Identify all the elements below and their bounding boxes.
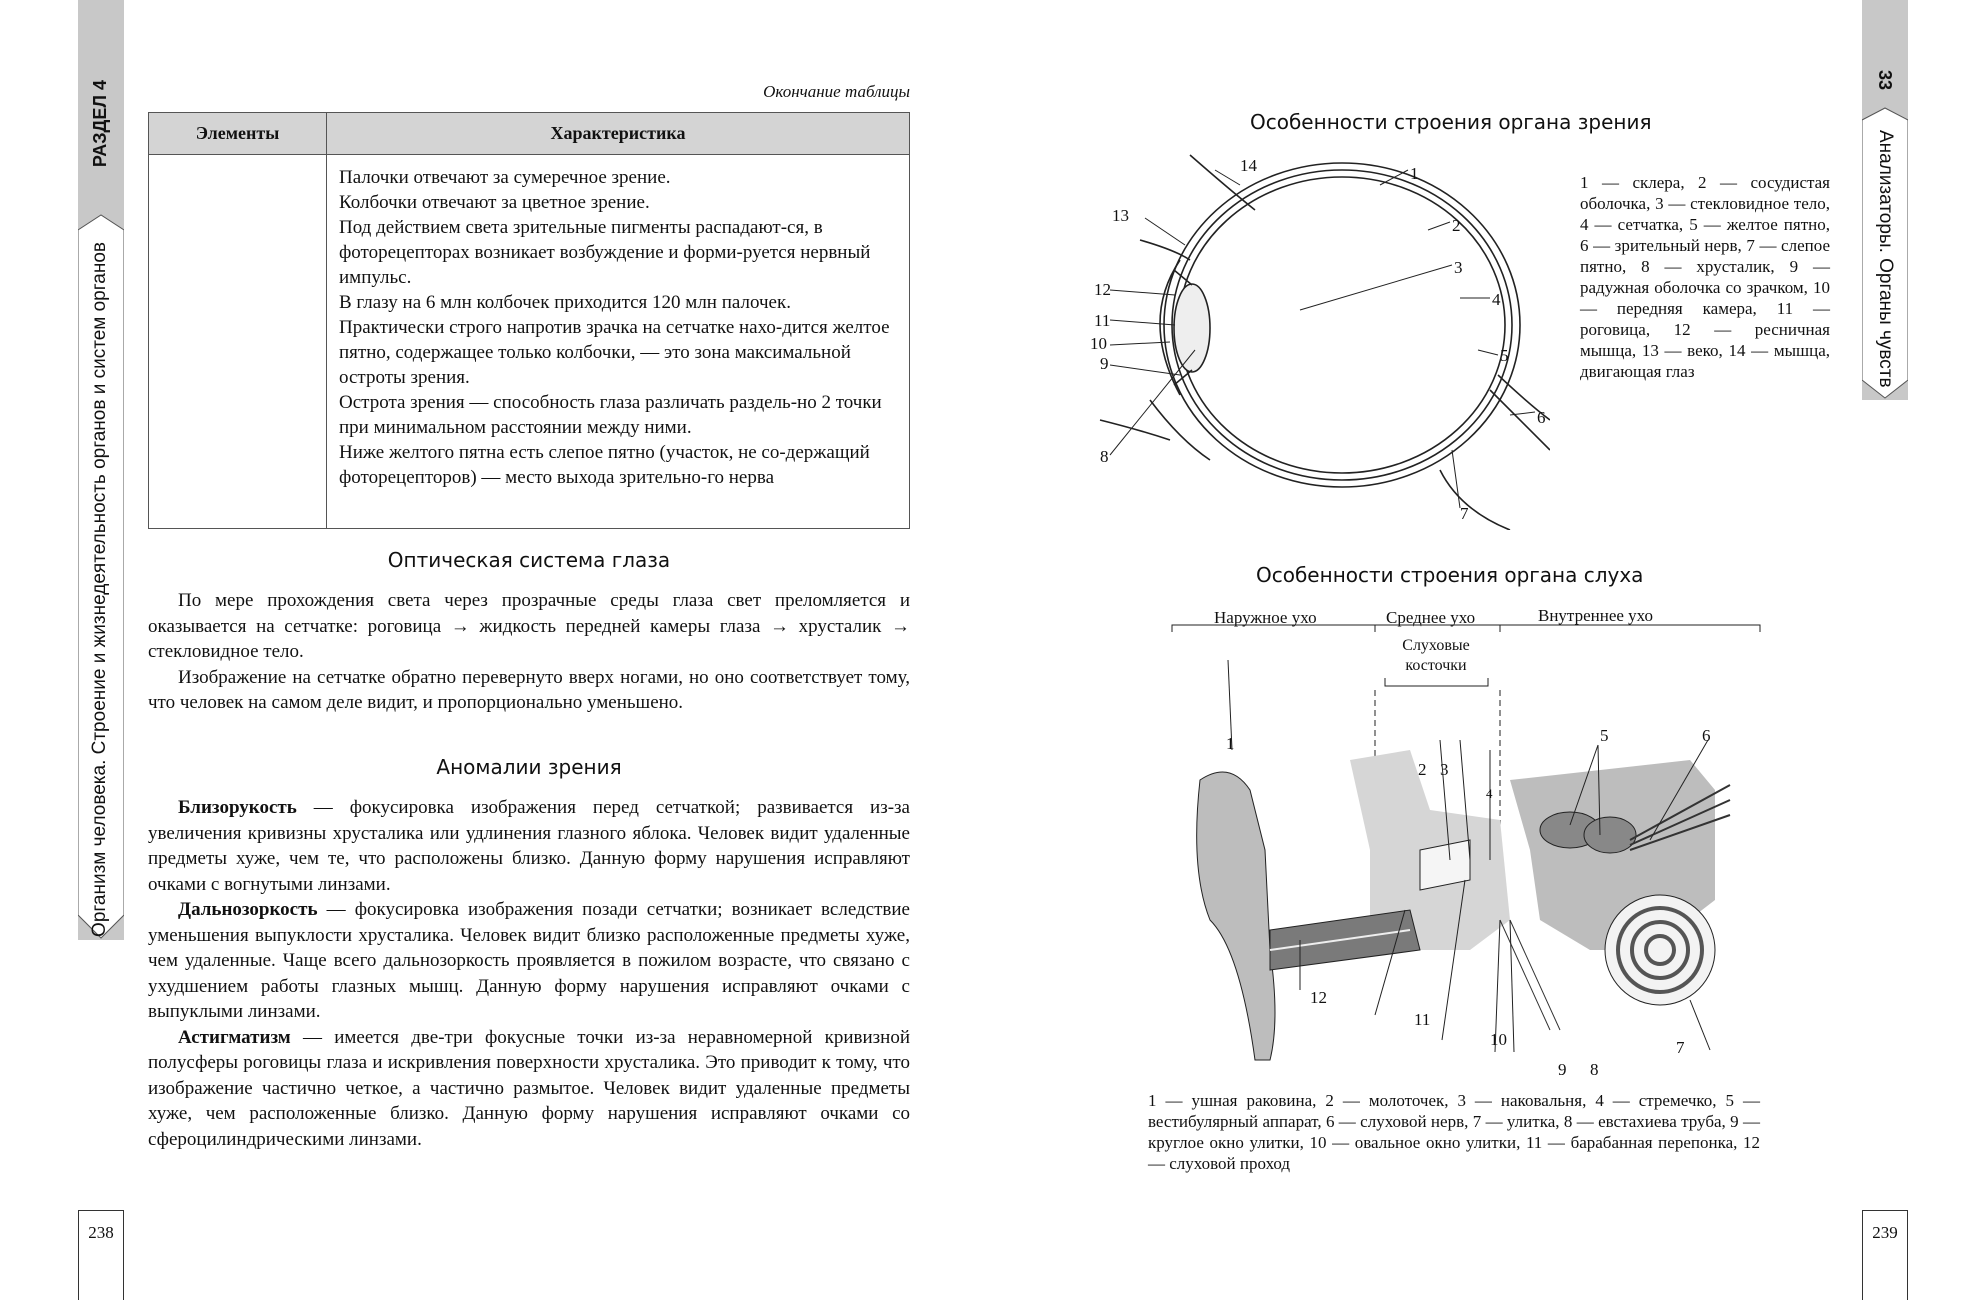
ear-label-7: 7 (1676, 1038, 1685, 1057)
eye-label-7: 7 (1460, 504, 1469, 523)
table-caption: Окончание таблицы (763, 82, 910, 101)
header-elements: Элементы (149, 113, 327, 154)
anomaly-hyperopia: Дальнозоркость — фокусировка изображения позади сетчатки; возникает вследствие уменьшения выпуклости хрусталика. Человек видит близко расположенные предметы хуже, чем удаленные. Чаще всего дальнозоркость проявляется в пожилом возрасте, что связано с ухудшением работы глазных мышц. Данную форму нарушения исправляют очками с выпуклыми линзами. (148, 899, 910, 1022)
eye-label-3: 3 (1454, 258, 1463, 277)
row-line: Палочки отвечают за сумеречное зрение. (339, 167, 671, 188)
eye-label-6: 6 (1537, 408, 1546, 427)
eye-label-5: 5 (1500, 346, 1509, 365)
anomaly-astigmatism: Астигматизм — имеется две-три фокусные точки из-за неравномерной кривизной полусферы роговицы глаза и искривления поверхности хрусталика. Это приводит к тому, что изображение частично четкое, а частично размытое. Человек видит удаленные предметы хуже, чем расположенные близко. Данную форму нарушения исправляют очками со сфероцилиндрическими линзами. (148, 1026, 910, 1150)
right-vertical-title: Анализаторы. Органы чувств (1875, 130, 1896, 388)
row-line: Практически строго напротив зрачка на сетчатке нахо-дится желтое пятно, содержащее только колбочки, — это зона максимальной остроты зрения. (339, 317, 890, 388)
ear-region-inner: Внутреннее ухо (1538, 606, 1654, 625)
row-line: В глазу на 6 млн колбочек приходится 120 млн палочек. (339, 292, 791, 313)
eye-elements-table (148, 112, 910, 529)
table-row (149, 155, 909, 528)
optics-title: Оптическая система глаза (387, 548, 671, 572)
anomaly-myopia: Близорукость — фокусировка изображения перед сетчаткой; развивается из-за увеличения кривизны хрусталика или удлинения глазного яблока. Человек видит удаленные предметы хуже, чем те, что расположены близко. Данную форму нарушения исправляют очками с вогнутыми линзами. (148, 797, 910, 895)
row-characteristic-cell (327, 155, 909, 528)
table-header (149, 113, 909, 155)
optics-text (148, 588, 910, 716)
eye-label-14: 14 (1240, 156, 1257, 175)
optics-paragraph: Изображение на сетчатке обратно перевернуто вверх ногами, но оно соответствует тому, что человек на самом деле видит, и пропорционально уменьшено. (148, 666, 910, 713)
optics-paragraph: По мере прохождения света через прозрачные среды глаза свет преломляется и оказывается на сетчатке: роговица → жидкость передней камеры глаза → хрусталик → стекловидное тело. (148, 590, 910, 662)
row-line: Ниже желтого пятна есть слепое пятно (участок, не со-держащий фоторецепторов) — место выхода зрительно-го нерва (339, 442, 870, 488)
ear-region-middle: Среднее ухо (1386, 608, 1476, 627)
eye-title: Особенности строения органа зрения (1250, 110, 1652, 134)
eye-label-4: 4 (1492, 290, 1501, 309)
ear-legend: 1 — ушная раковина, 2 — молоточек, 3 — наковальня, 4 — стремечко, 5 — вестибулярный аппарат, 6 — слуховой нерв, 7 — улитка, 8 — евстахиева труба, 9 — круглое окно улитки, 10 — овальное окно улитки, 11 — барабанная перепонка, 12 — слуховой проход (1148, 1091, 1760, 1173)
left-section-tab (78, 0, 124, 940)
ear-label-10: 10 (1490, 1030, 1507, 1049)
row-line: Под действием света зрительные пигменты распадают-ся, в фоторецепторах возникает возбуждение и форми-руется нервный импульс. (339, 217, 871, 288)
ear-label-2: 2 (1418, 760, 1427, 779)
left-vertical-title: Организм человека. Строение и жизнедеятельность органов и систем органов (89, 242, 110, 937)
left-page-number: 238 (78, 1210, 124, 1300)
eye-label-8: 8 (1100, 447, 1109, 466)
eye-label-11: 11 (1094, 311, 1111, 330)
right-section-tab (1862, 0, 1908, 400)
ossicles-label: Слуховые косточки (1402, 637, 1470, 674)
ear-label-6: 6 (1702, 726, 1711, 745)
ear-title: Особенности строения органа слуха (1256, 563, 1644, 587)
row-line: Острота зрения — способность глаза различать раздель-но 2 точки при минимальном расстоянии между ними. (339, 392, 882, 438)
eye-label-9: 9 (1100, 354, 1109, 373)
ear-region-outer: Наружное ухо (1214, 608, 1317, 627)
anomalies-text (148, 795, 910, 1152)
ear-label-4: 4 (1486, 786, 1493, 801)
eye-label-2: 2 (1452, 216, 1461, 235)
eye-label-12: 12 (1094, 280, 1111, 299)
row-line: Колбочки отвечают за цветное зрение. (339, 192, 650, 213)
ear-label-9: 9 (1558, 1060, 1567, 1079)
section-number: РАЗДЕЛ 4 (90, 80, 110, 168)
eye-diagram (1080, 150, 1550, 530)
eye-label-1: 1 (1410, 164, 1419, 183)
ear-label-8: 8 (1590, 1060, 1599, 1079)
anomalies-title: Аномалии зрения (436, 755, 622, 779)
ear-label-5: 5 (1600, 726, 1609, 745)
right-page-number: 239 (1862, 1210, 1908, 1300)
eye-label-13: 13 (1112, 206, 1129, 225)
ear-label-1: 1 (1226, 734, 1235, 753)
eye-legend: 1 — склера, 2 — сосудистая оболочка, 3 — стекловидное тело, 4 — сетчатка, 5 — желтое пятно, 6 — зрительный нерв, 7 — слепое пятно, 8 — хрусталик, 9 — радужная оболочка со зрачком, 10 — передняя камера, 11 — роговица, 12 — ресничная мышца, 13 — веко, 14 — мышца, двигающая глаз (1580, 173, 1830, 381)
row-element-cell (149, 155, 327, 528)
ear-label-3: 3 (1440, 760, 1449, 779)
eye-label-10: 10 (1090, 334, 1107, 353)
chapter-number: 33 (1875, 70, 1895, 91)
ear-diagram (1170, 620, 1770, 1080)
header-characteristic: Характеристика (550, 123, 686, 143)
ear-label-11: 11 (1414, 1010, 1431, 1029)
ear-label-12: 12 (1310, 988, 1327, 1007)
